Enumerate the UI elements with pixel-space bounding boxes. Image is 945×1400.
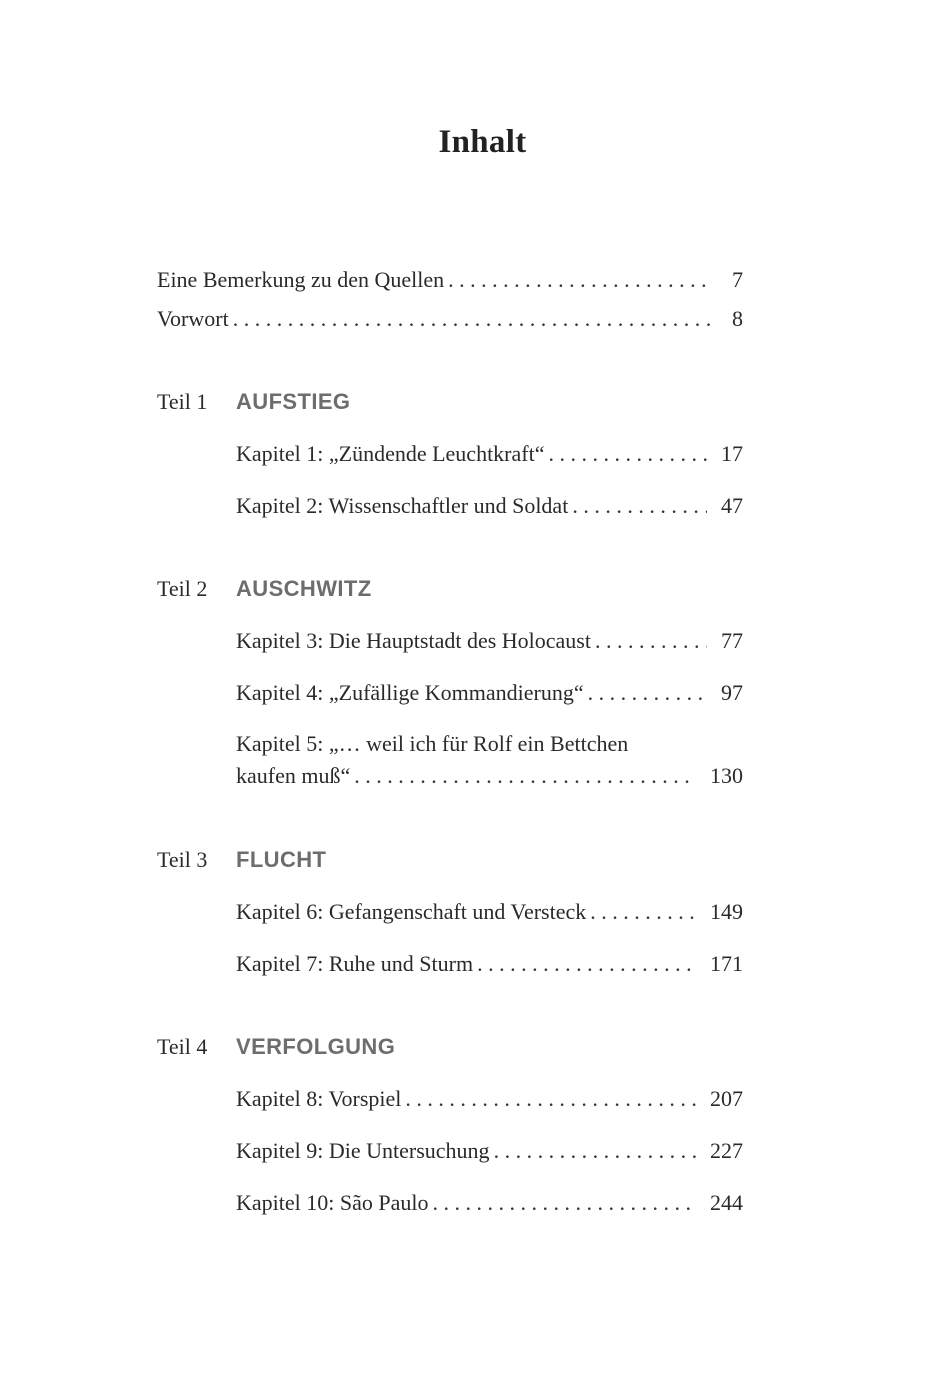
toc-entry-kapitel-9[interactable]	[236, 1135, 743, 1167]
part-heading-3[interactable]	[157, 844, 326, 876]
toc-entry-label-line1: Kapitel 5: „… weil ich für Rolf ein Bettchen	[236, 731, 629, 756]
dot-leader	[354, 760, 696, 792]
dot-leader	[572, 490, 707, 522]
toc-page-number: 8	[732, 306, 743, 331]
toc-entry-quellen[interactable]	[157, 264, 743, 296]
toc-entry-kapitel-5[interactable]	[236, 728, 743, 792]
part-label: Teil 2	[157, 576, 208, 601]
dot-leader	[494, 1135, 696, 1167]
dot-leader	[548, 438, 707, 470]
dot-leader	[588, 677, 707, 709]
dot-leader	[405, 1083, 696, 1115]
toc-page-number: 171	[710, 951, 743, 976]
toc-entry-kapitel-6[interactable]	[236, 896, 743, 928]
toc-page-number: 149	[710, 899, 743, 924]
toc-page-number: 77	[721, 628, 743, 653]
dot-leader	[477, 948, 696, 980]
toc-entry-kapitel-4[interactable]	[236, 677, 743, 709]
part-label: Teil 1	[157, 389, 208, 414]
part-title: AUSCHWITZ	[236, 576, 372, 601]
page-title: Inhalt	[438, 124, 527, 160]
part-label: Teil 4	[157, 1034, 208, 1059]
toc-entry-kapitel-2[interactable]	[236, 490, 743, 522]
dot-leader	[448, 264, 713, 296]
part-heading-4[interactable]	[157, 1031, 395, 1063]
toc-entry-kapitel-1[interactable]	[236, 438, 743, 470]
toc-entry-label: Kapitel 7: Ruhe und Sturm	[236, 951, 474, 976]
toc-entry-label: Kapitel 1: „Zündende Leuchtkraft“	[236, 441, 545, 466]
toc-entry-label: Kapitel 8: Vorspiel	[236, 1086, 402, 1111]
toc-entry-label: Vorwort	[157, 306, 229, 331]
part-title: AUFSTIEG	[236, 389, 351, 414]
part-label: Teil 3	[157, 847, 208, 872]
toc-page-number: 97	[721, 680, 743, 705]
toc-entry-label: Kapitel 2: Wissenschaftler und Soldat	[236, 493, 569, 518]
part-title: FLUCHT	[236, 847, 327, 872]
part-heading-1[interactable]	[157, 386, 350, 418]
toc-page-number: 17	[721, 441, 743, 466]
toc-entry-vorwort[interactable]	[157, 303, 743, 335]
toc-page-number: 244	[710, 1190, 743, 1215]
dot-leader	[432, 1187, 696, 1219]
toc-entry-kapitel-7[interactable]	[236, 948, 743, 980]
toc-entry-label: Kapitel 3: Die Hauptstadt des Holocaust	[236, 628, 591, 653]
toc-page-number: 47	[721, 493, 743, 518]
toc-entry-kapitel-3[interactable]	[236, 625, 743, 657]
toc-entry-label: Kapitel 4: „Zufällige Kommandierung“	[236, 680, 584, 705]
toc-entry-label: Kapitel 10: São Paulo	[236, 1190, 429, 1215]
toc-entry-kapitel-10[interactable]	[236, 1187, 743, 1219]
dot-leader	[595, 625, 707, 657]
toc-entry-kapitel-8[interactable]	[236, 1083, 743, 1115]
dot-leader	[233, 303, 713, 335]
toc-page-number: 130	[710, 763, 743, 788]
toc-entry-label: Kapitel 9: Die Untersuchung	[236, 1138, 490, 1163]
toc-entry-label: Eine Bemerkung zu den Quellen	[157, 267, 445, 292]
toc-page-number: 207	[710, 1086, 743, 1111]
toc-page-number: 7	[732, 267, 743, 292]
toc-entry-label-line2: kaufen muß“	[236, 763, 351, 788]
dot-leader	[590, 896, 696, 928]
part-heading-2[interactable]	[157, 573, 372, 605]
toc-entry-label: Kapitel 6: Gefangenschaft und Versteck	[236, 899, 587, 924]
toc-page-number: 227	[710, 1138, 743, 1163]
part-title: VERFOLGUNG	[236, 1034, 396, 1059]
